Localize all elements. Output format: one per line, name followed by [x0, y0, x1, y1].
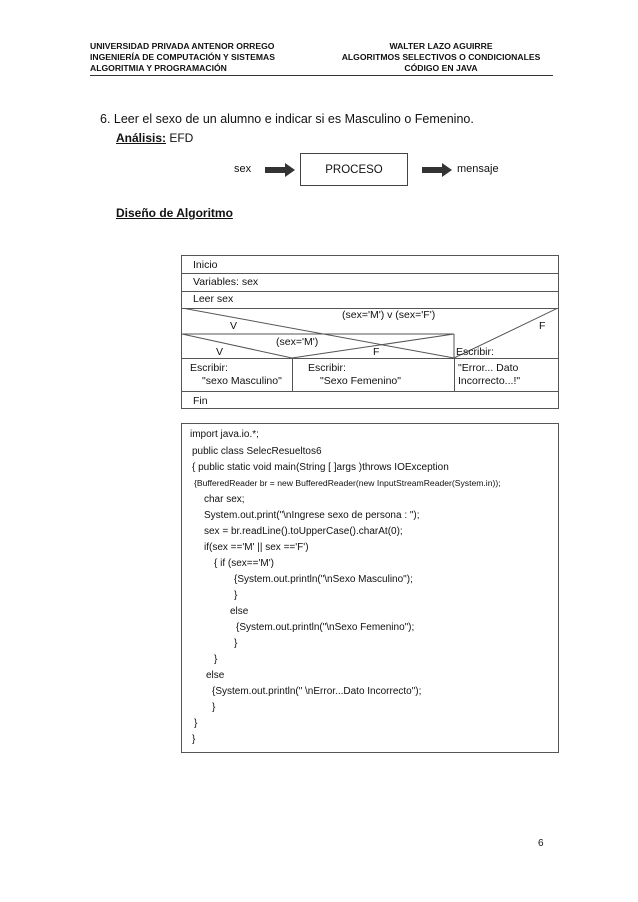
write2-label: Escribir: — [308, 362, 346, 374]
header-school: INGENIERÍA DE COMPUTACIÓN Y SISTEMAS — [90, 52, 275, 62]
header-subtopic: CÓDIGO EN JAVA — [404, 63, 478, 73]
write1-label: Escribir: — [190, 362, 228, 374]
outer-true-label: V — [230, 320, 238, 332]
code-line: } — [234, 638, 238, 649]
write3-value-line2: Incorrecto...!" — [458, 375, 521, 387]
code-line: {System.out.println(" \nError...Dato Incorrecto"); — [212, 686, 422, 697]
efd-arrow-out-icon — [422, 163, 452, 177]
code-line: System.out.print("\nIngrese sexo de persona : "); — [204, 510, 420, 521]
diagram-row-line — [182, 391, 558, 392]
code-line: } — [214, 654, 218, 665]
code-line: {System.out.println("\nSexo Femenino"); — [236, 622, 415, 633]
code-line: } — [212, 702, 216, 713]
efd-output: mensaje — [457, 163, 499, 175]
analysis-label: Análisis: — [116, 131, 167, 145]
col-divider — [292, 358, 293, 391]
variables-step: Variables: sex — [193, 276, 259, 288]
code-line: } — [192, 734, 196, 745]
inner-condition: (sex='M') — [276, 336, 319, 348]
code-line: { if (sex=='M') — [214, 558, 274, 569]
diagram-row-line — [182, 358, 558, 359]
efd-arrow-in-icon — [265, 163, 295, 177]
code-line: import java.io.*; — [190, 429, 259, 440]
problem-title: 6. Leer el sexo de un alumno e indicar si es Masculino o Femenino. — [100, 112, 474, 126]
analysis-line — [116, 131, 193, 145]
analysis-value: EFD — [166, 131, 194, 145]
code-line: char sex; — [204, 494, 245, 505]
header-left — [90, 41, 275, 74]
code-line: else — [230, 606, 249, 617]
code-line: else — [206, 670, 225, 681]
code-block — [181, 423, 559, 753]
header-course: ALGORITMIA Y PROGRAMACIÓN — [90, 63, 227, 73]
inicio-step: Inicio — [193, 259, 218, 271]
inner-true-label: V — [216, 346, 224, 358]
diagram-row-line — [182, 291, 558, 292]
efd-process-box — [300, 153, 408, 186]
header-rule — [90, 75, 553, 76]
col-divider — [454, 358, 455, 391]
design-heading: Diseño de Algoritmo — [116, 206, 233, 220]
header-topic: ALGORITMOS SELECTIVOS O CONDICIONALES — [341, 52, 541, 62]
code-line: } — [234, 590, 238, 601]
fin-step: Fin — [193, 395, 208, 407]
outer-false-label: F — [539, 320, 546, 332]
header-university: UNIVERSIDAD PRIVADA ANTENOR ORREGO — [90, 41, 275, 51]
header-author: WALTER LAZO AGUIRRE — [389, 41, 493, 51]
code-line: {System.out.println("\nSexo Masculino"); — [234, 574, 413, 585]
code-line: } — [194, 718, 198, 729]
write3-label: Escribir: — [456, 346, 494, 358]
write2-value: "Sexo Femenino" — [320, 375, 401, 387]
write3-value-line1: "Error... Dato — [458, 362, 519, 374]
page-number: 6 — [538, 838, 544, 849]
outer-condition: (sex='M') v (sex='F') — [342, 309, 436, 321]
code-line: sex = br.readLine().toUpperCase().charAt(0); — [204, 526, 403, 537]
header-right — [330, 41, 552, 74]
read-step: Leer sex — [193, 293, 234, 305]
code-line: { public static void main(String [ ]args )throws IOException — [192, 462, 449, 473]
nassi-diagram — [181, 255, 559, 409]
code-line: public class SelecResueltos6 — [192, 446, 322, 457]
efd-process-label: PROCESO — [325, 163, 383, 176]
write1-value: "sexo Masculino" — [202, 375, 282, 387]
code-line: if(sex =='M' || sex =='F') — [204, 542, 309, 553]
diagram-row-line — [182, 273, 558, 274]
inner-false-label: F — [373, 346, 380, 358]
code-line: {BufferedReader br = new BufferedReader(new InputStreamReader(System.in)); — [194, 478, 501, 488]
efd-input: sex — [234, 163, 252, 175]
